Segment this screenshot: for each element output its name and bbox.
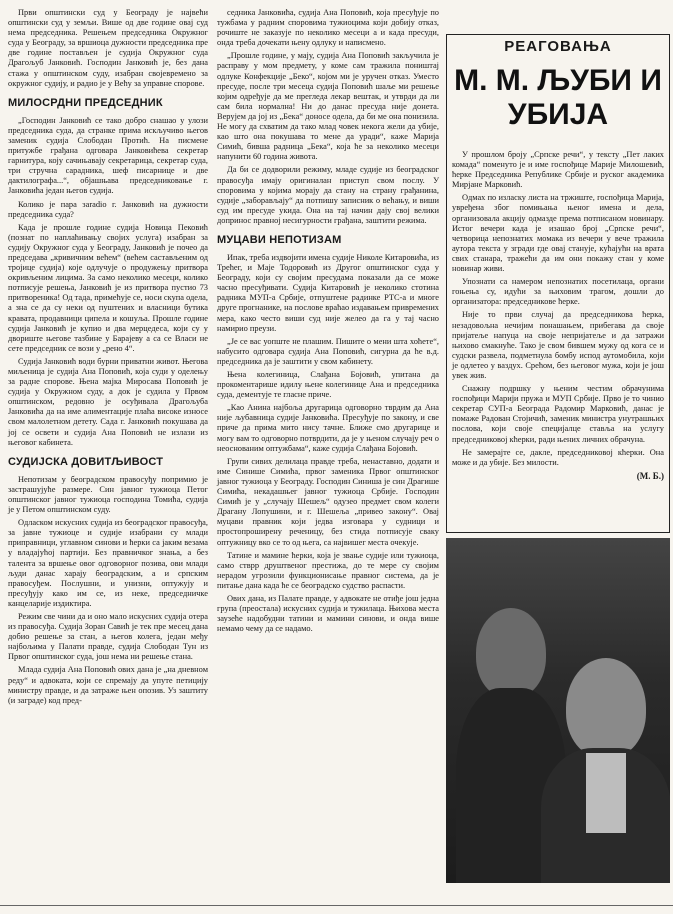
paragraph: Није то први случај да председникова ћерка, незадовољна нечијим понашањем, прибегава да своје пријатеље напуца на своје непријатеље и да затражи њихово смакнуће. Тако је свом бившем мужу од кога се и судски развела, подметнула бомбу испод аутомобила, који је одлетео у ваздух. Срећом, без његовог мужа, који је још увек жив. [452,310,664,380]
paragraph: седника Јанковића, судија Ана Поповић, која пресуђује по тужбама у радним споровима тужиоцима који добију отказ, рочиште не заказује по неколико месеци а и када пресуди, онда треба дочекати њену одлуку и написмено. [217,8,439,48]
section-heading: СУДИЈСКА ДОВИТЉИВОСТ [8,455,164,468]
paragraph: Да би се додворили режиму, младе судије из београдског правосуђа имају оригиналан приступ свом послу. У споровима у којима морају да стану на страну грађанина, судије „заборављају“ да потпишу записник о већању, и виши суд им пресуде укида. Она на тај начин дају свој велики допринос правној несигурности грађана, заштити режима. [217,165,439,225]
paragraph: Не замерајте се, дакле, председниковој кћерки. Она може и да убије. Без милости. [452,447,664,467]
paragraph: Одмах по изласку листа на тржиште, госпођица Марија, увређена због помињања њеног имена и дела, организовала акцију одмазде према потписаном новинару. Истог вечери када је изашао број „Српске речи“, четворица непознатих момака из вечери у вече тражила аутора текста у згради где овај станује, кућајућн на врата свих станара, тражећи да им они покажу стан у коме новинар живи. [452,193,664,274]
paragraph: У прошлом броју „Српске речи“, у тексту „Пет лаких комада“ поменуто је и име госпођице Марије Милошевић, ћерке Председника Републике Србије и руског академика Мирјане Марковић. [452,150,664,190]
paragraph: Први општински суд у Београду је највећи општински суд у земљи. Више од две године овај суд нема председника. Решењем председника Окружног суда у Београду, за вршиоца дужности председника пре две године постављен је судија Окружног суда Драгољуб Јанковић. Господин Јанковић је, без дана стажа у општинском суду, изабран својевремено за окружног судију, и радио је у Већу за управне спорове. [8,8,208,88]
paragraph: Када је прошле године судија Новица Пековић (познат по наплаћивању својих услуга) изабран за судију Окружног суда у Београду, Јанковић је почео да председава „кривичним већем“ (већем састављеним од тројице судија) које одлучује о продужењу притвора окривљеним лицима. За само неколико месеци, колико потписује решења, Јанковић је из притвора пустио 73 притвореника! Од тада, примећује се, носи скупа одела, а зна се да су неки од пуштених и власници бутика кравата, продавници ципела и кошуља. Прошле године судија Јанковић је купио и два мерцедеса, који су у двориште његове тазбине у Барајеву а са се Власи не сете председник се вози у „рено 4“. [8,222,208,353]
paragraph: Упознати са намером непознатих посетилаца, органи гоњења су, идући за њиховим трагом, дошли до организатора: председникове ћерке. [452,277,664,307]
news-photo [446,538,670,883]
paragraph: Непотизам у београдском правосуђу попримио је застрашујуће размере. Син јавног тужиоца Петог општинског јавног тужиоца господина Томића, судија је у Петом општинском суду. [8,474,208,515]
paragraph: Снажну подршку у њеним честим обрачунима госпођици Марији пружа и МУП Србије. Прво је то чинио секретар СУП-а Београда Радомир Марковић, данас је помаже Радован Стојичић, заменик министра унутрашњих послова, који своје специјалце ставља на услугу председниковој кћерки, ради њених личних обрачуна. [452,384,664,444]
paragraph: „Је се вас уопште не плашим. Пишите о мени шта хоћете“, набусито одговара судија Ана Поповић, сигурна да ће в.д. председника да је заштити у свом кабинету. [217,336,439,366]
paragraph: Њена колегиница, Слађана Бојовић, упитана да прокоментарише идилу њене колегинице Ана и председника суда, дементује те гласне приче. [217,370,439,400]
paragraph: Колико је пара заradio г. Јанковић на дужности председника суда? [8,199,208,219]
paragraph: Млада судија Ана Поповић ових дана је „на дневном реду“ и адвоката, који се спремају да упуте петицију министру правде, и да затраже њен опозив. Уз заштиту (и заграде) код пред- [8,665,208,705]
paragraph: Режим све чини да и оно мало искусних судија отера из правосуђа. Судија Зоран Савић је тек пре месец дана добио решење за стан, а његов колега, један међу најбољима у Палати правде, судија Слободан Тун из Првог општинског суда, још нема ни решење стана. [8,611,208,662]
paragraph: Групи сивих делилаца правде треба, ненаставно, додати и име Синише Симића, првог заменика Првог општинског јавног тужиоца у Београду. Господин Синиша је син Драгише Симића, некадашњег јавног тужиоца Србије. Господин Симић је у „случају Шешељ“ одузео предмет свом колеги Драгану Лопушини, и г. Шешеља „привео закону“. Овај муцави правник који једва изговара у судници и простопроширену реченицу, без стида потписује сваку оптужницу вко се то од њега, са највишег места очекује. [217,456,439,547]
author-signature: (М. Б.) [636,470,664,481]
paragraph: Татине и мамине ћерки, која је звање судије или тужиоца, само стврр друштвеног престижа, до те мере су својим нерадом угрозили функционисање правног система, да је питање дана када ће се београдско судство распасти. [217,550,439,590]
page-bottom-rule [0,905,673,906]
section-heading: МУЦАВИ НЕПОТИЗАМ [217,233,342,246]
paragraph: „Господин Јанковић се тако добро снашао у улози председника суда, да странке прима искључиво његов заменик судија Слободан Протић. На писмене притужбе грађана одговара Јанковићева секретар гарнитура, коју сачињавају секретарица, секретар суда, три стручна сарадника, шеф писарнице и две дактилографа...“, објашњава председниковање г. Јанковића један његов судија. [8,115,208,196]
photo-shirt [586,753,626,833]
paragraph: Ових дана, из Палате правде, у адвокате не отиђе још једна група (преостала) искусних судија и тужилаца. Њихова места заузеће надобудни татини и мамини синови, и онда више немамо чему да се надамо. [217,593,439,634]
paragraph: Ипак, треба издвојити имена судије Николе Китаровића, из Трећег, и Маје Тодоровић из Другог општинског суда у Београду, који су својим пресудама показали да се може часно пресуђивати. Судија Китаровић је неколико стотина радника МУП-а Србије, отпуштене радинке РТС-а и многе друге прогнанике, на послове враћао издавањем привремених мера, како често виши суд није желео да га у тај часно намирио преузи. [217,252,439,333]
paragraph: „Као Анина најбоља другарица одговорно тврдим да Ана није љубавница судије Јанковића. Пресуђује по закону, и све приче да прима мито нису тачне. Ближе смо другарице и могу вам то одговорно потврдити, да је у њеном случају реч о неоснованим оптужбама“, каже судија Слађана Бојовић. [217,403,439,453]
section-kicker: РЕАГОВАЊА [504,38,612,55]
paragraph: Одласком искусних судија из београдског правосуђа, за јавне тужиоце и судије изабрани су млади приправници, углавном синови и ћерки са јаким везама у владајућој партији. Без правничког знања, а без талента за вршење овог одговорног позива, ови млади људи данас харају београдским, а и српским правосуђем. Послушни, и унизни, оптужују и пресуђују како им се, из неке, председничке канцеларије издиктира. [8,518,208,608]
article-column-3 [452,150,664,481]
paragraph: Судија Јанковић води бурни приватни живот. Његова миљеница је судија Ана Поповић, која суди у оделењу за радне спорове. Њена мајка Миросава Поповић је судија у Окружном суду, а док је судила у Првом општинском, редовно је осуђивала Драгољуба Јанковића да на име алиментације плаћа високе износе свом малолетном детету. Сада г. Јанковић покушава да јој се освети и судија Ана Поповић не излази из његовог кабинета. [8,356,208,447]
photo-figure-left [476,608,546,698]
paragraph: „Прошле године, у мају, судија Ана Поповић закључила је расправу у мом предмету, у коме сам тражила поништај одлуке Конфекције „Беко“, којом ми је уручен отказ. Уместо пресуде, после три месеца судија Поповић шаље ми решење којим одређује да ме прегледа лекар вештак, и утврди да ли сам била нормална! Ни до данас пресуда није донета. Верујем да јој из „Бека“ доносе одела, да би ме она понизила. Не могу да схватим да тако млад човек некога жели да убије, као што она покушава то мене да уради“, каже Марија Симић, бивша радница „Бека“, која ће за неколико месеци напунити 60 година живота. [217,51,439,162]
photo-figure-right [566,658,646,758]
article-headline: М. М. ЉУБИ И УБИЈА [454,64,662,131]
section-heading: МИЛОСРДНИ ПРЕДСЕДНИК [8,96,163,109]
article-column-2 [217,8,439,637]
article-column-1 [8,8,208,709]
